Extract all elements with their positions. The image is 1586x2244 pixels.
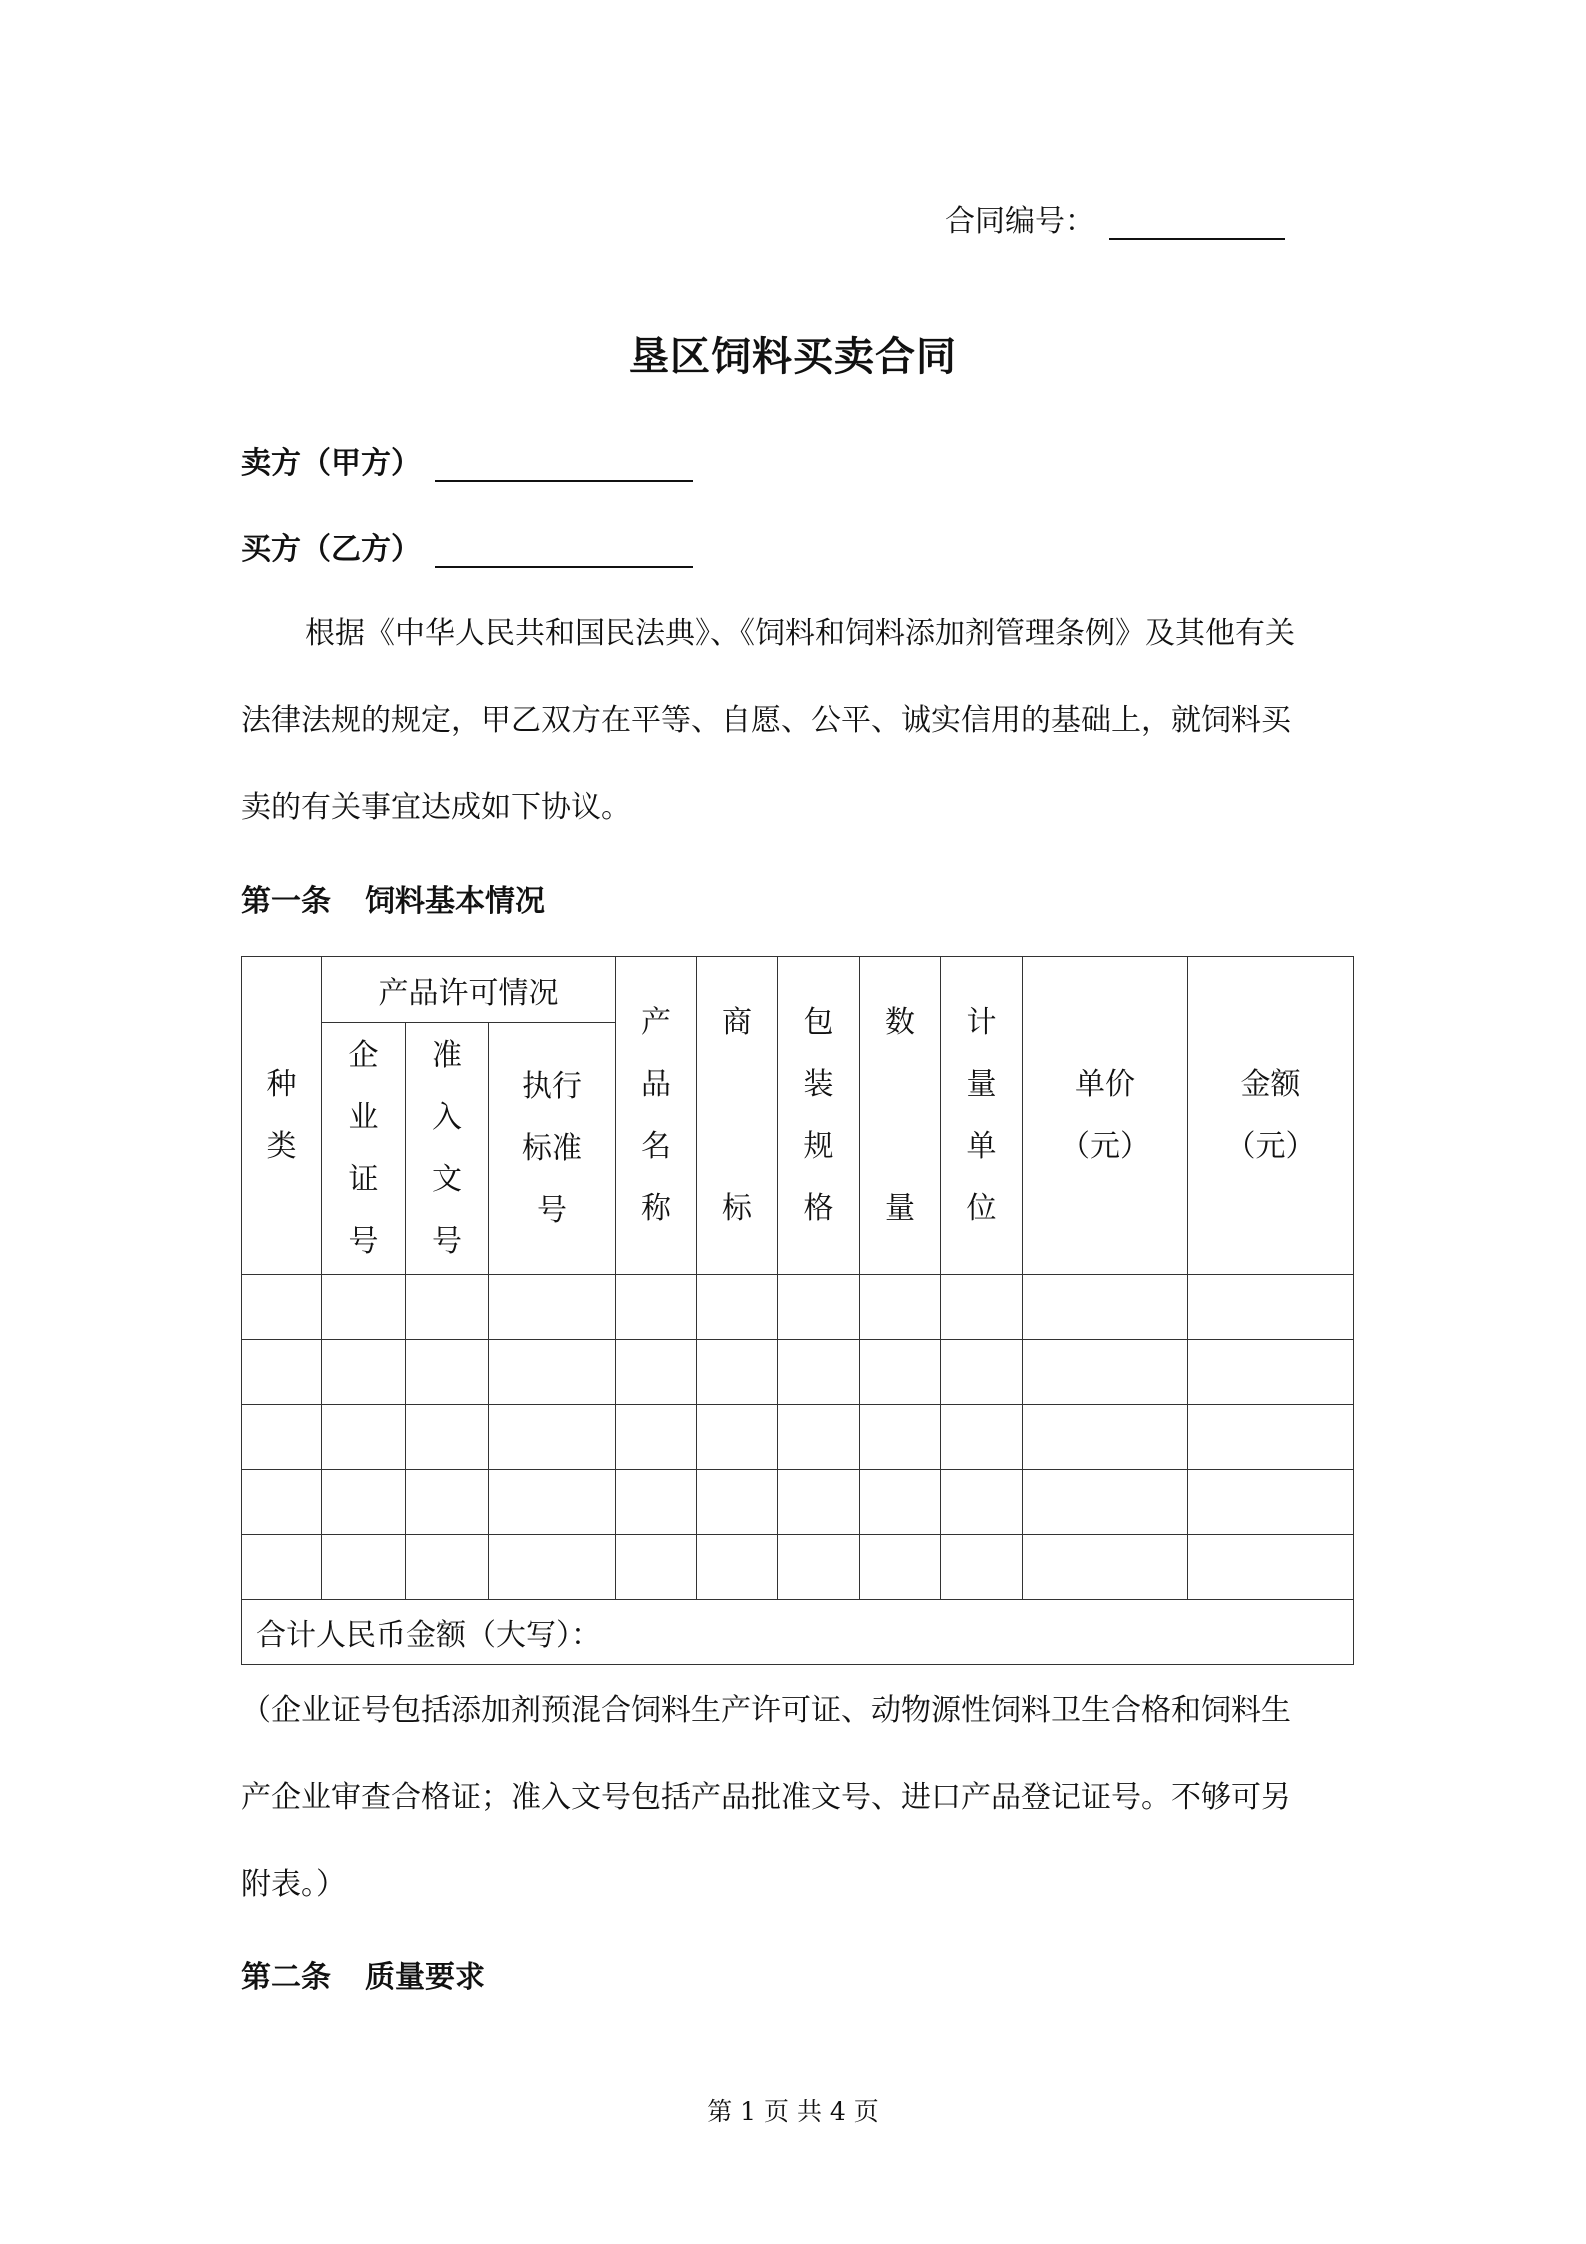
header-unit: 计 量 单 位	[941, 957, 1023, 1275]
total-amount-row: 合计人民币金额（大写）：	[242, 1600, 1354, 1665]
page-footer: 第 1 页 共 4 页	[707, 2097, 879, 2126]
note-line-2: 产企业审查合格证；准入文号包括产品批准文号、进口产品登记证号。不够可另	[241, 1780, 1291, 1815]
table-row	[242, 1470, 1354, 1535]
article-1-title: 饲料基本情况	[365, 884, 545, 919]
buyer-field	[241, 524, 693, 568]
header-enterprise-cert: 企 业 证 号	[322, 1023, 406, 1275]
table-row	[242, 1340, 1354, 1405]
header-access-no: 准 入 文 号	[406, 1023, 489, 1275]
article-1-number: 第一条	[241, 884, 331, 919]
article-2-heading	[241, 1952, 485, 1996]
contract-number-label: 合同编号：	[945, 204, 1095, 239]
table-row	[242, 1275, 1354, 1340]
header-standard: 执行 标准 号	[489, 1023, 616, 1275]
contract-number-blank	[1109, 208, 1285, 240]
header-trademark: 商 标	[697, 957, 778, 1275]
header-unit-price: 单价 （元）	[1023, 957, 1188, 1275]
note-line-3: 附表。）	[241, 1867, 346, 1902]
header-quantity: 数 量	[860, 957, 941, 1275]
article-2-number: 第二条	[241, 1960, 331, 1995]
feed-info-table	[241, 956, 1354, 1665]
article-2-title: 质量要求	[365, 1960, 485, 1995]
document-title: 垦区饲料买卖合同	[629, 334, 957, 380]
preamble-line-1: 根据《中华人民共和国民法典》、《饲料和饲料添加剂管理条例》及其他有关	[305, 616, 1295, 651]
header-license-group: 产品许可情况	[322, 957, 616, 1023]
contract-number-field	[945, 196, 1285, 240]
seller-label: 卖方（甲方）	[241, 446, 421, 481]
header-kind: 种 类	[242, 957, 322, 1275]
header-product-name: 产 品 名 称	[616, 957, 697, 1275]
note-line-1: （企业证号包括添加剂预混合饲料生产许可证、动物源性饲料卫生合格和饲料生	[241, 1693, 1291, 1728]
header-amount: 金额 （元）	[1188, 957, 1354, 1275]
preamble-line-3: 卖的有关事宜达成如下协议。	[241, 790, 631, 825]
table-row	[242, 1405, 1354, 1470]
note-paragraph	[241, 1667, 1357, 1928]
header-package: 包 装 规 格	[778, 957, 860, 1275]
seller-field	[241, 438, 693, 482]
preamble-paragraph	[241, 590, 1357, 851]
article-1-heading	[241, 876, 545, 920]
seller-blank	[435, 450, 693, 482]
table-row	[242, 1535, 1354, 1600]
buyer-label: 买方（乙方）	[241, 532, 421, 567]
preamble-line-2: 法律法规的规定，甲乙双方在平等、自愿、公平、诚实信用的基础上，就饲料买	[241, 703, 1291, 738]
buyer-blank	[435, 536, 693, 568]
